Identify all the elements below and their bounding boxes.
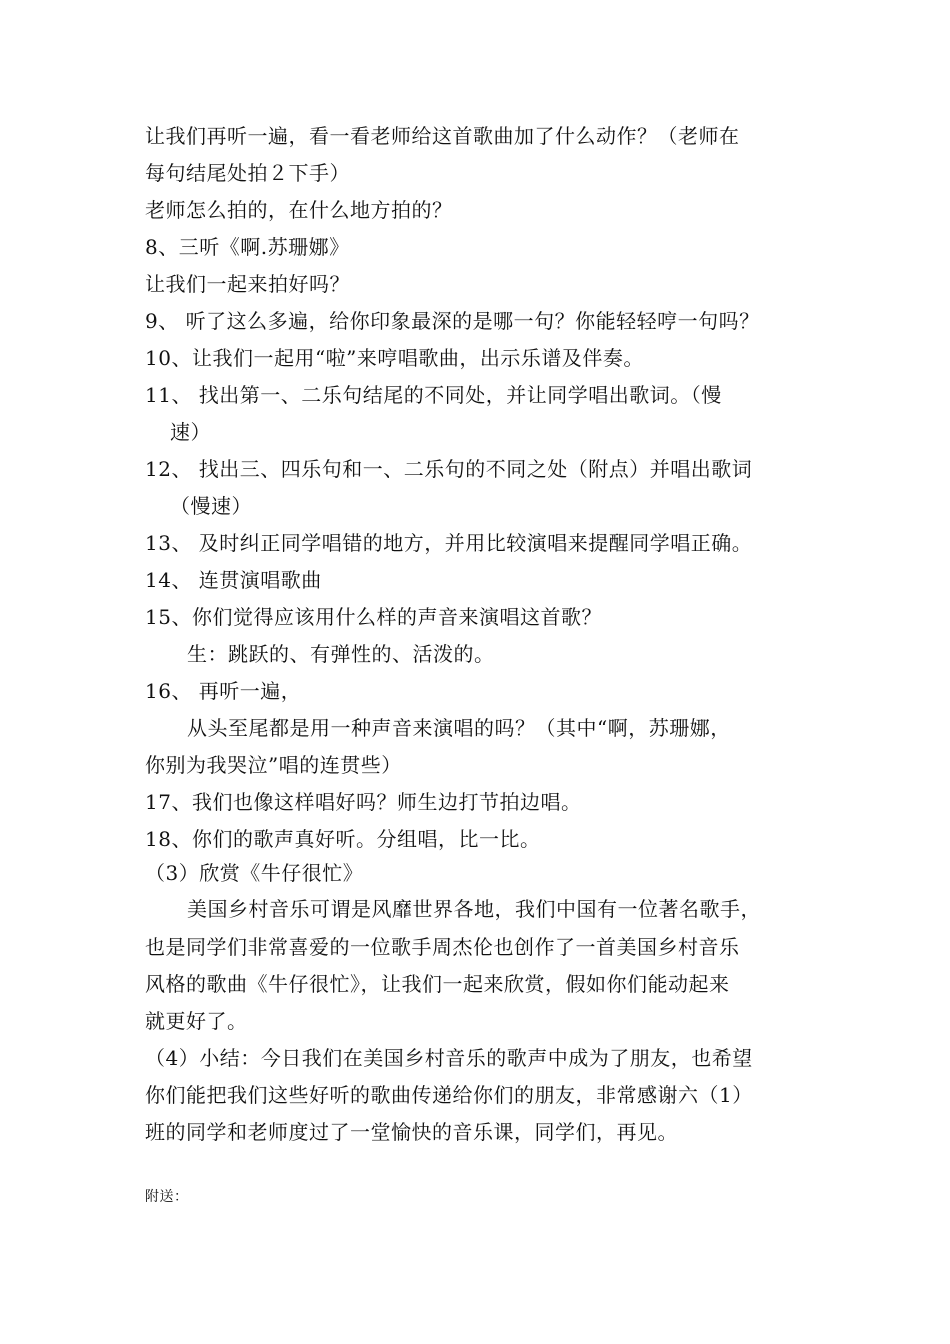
text-line: 15、你们觉得应该用什么样的声音来演唱这首歌？ [145,605,602,629]
text-line: （慢速） [170,494,252,518]
text-line: 13、 及时纠正同学唱错的地方，并用比较演唱来提醒同学唱正确。 [145,531,753,555]
text-line: 风格的歌曲《牛仔很忙》，让我们一起来欣赏，假如你们能动起来 [145,972,730,996]
text-line: 17、我们也像这样唱好吗？师生边打节拍边唱。 [145,790,582,814]
text-line: 16、 再听一遍， [145,679,302,703]
text-line: 14、 连贯演唱歌曲 [145,568,322,592]
text-line: 你们能把我们这些好听的歌曲传递给你们的朋友，非常感谢六（1） [145,1083,753,1107]
text-line: 12、 找出三、四乐句和一、二乐句的不同之处（附点）并唱出歌词 [145,457,753,481]
text-line: 每句结尾处拍２下手） [145,161,350,185]
footer-note: 附送： [145,1189,189,1205]
text-line: 老师怎么拍的，在什么地方拍的？ [145,198,453,222]
text-line: 速） [170,420,211,444]
text-line: 10、让我们一起用“啦”来哼唱歌曲，出示乐谱及伴奏。 [145,346,644,370]
text-line: 生：跳跃的、有弹性的、活泼的。 [187,642,495,666]
text-line: 你别为我哭泣”唱的连贯些） [145,753,402,777]
text-line: 让我们再听一遍，看一看老师给这首歌曲加了什么动作？（老师在 [145,124,740,148]
text-line: 美国乡村音乐可谓是风靡世界各地，我们中国有一位著名歌手， [187,897,761,921]
text-line: 就更好了。 [145,1009,248,1033]
text-line: 8、三听《啊.苏珊娜》 [145,235,350,259]
text-line: 18、你们的歌声真好听。分组唱，比一比。 [145,827,541,851]
text-line: 也是同学们非常喜爱的一位歌手周杰伦也创作了一首美国乡村音乐 [145,935,740,959]
text-line: 班的同学和老师度过了一堂愉快的音乐课，同学们，再见。 [145,1120,678,1144]
text-line: 11、 找出第一、二乐句结尾的不同处，并让同学唱出歌词。（慢 [145,383,722,407]
text-line: 从头至尾都是用一种声音来演唱的吗？（其中“啊，苏珊娜， [187,716,731,740]
section-heading: （3）欣赏《牛仔很忙》 [145,861,364,885]
text-line: 让我们一起来拍好吗？ [145,272,350,296]
text-line: 9、 听了这么多遍，给你印象最深的是哪一句？你能轻轻哼一句吗？ [145,309,760,333]
section-heading: （4）小结：今日我们在美国乡村音乐的歌声中成为了朋友，也希望 [145,1046,753,1070]
